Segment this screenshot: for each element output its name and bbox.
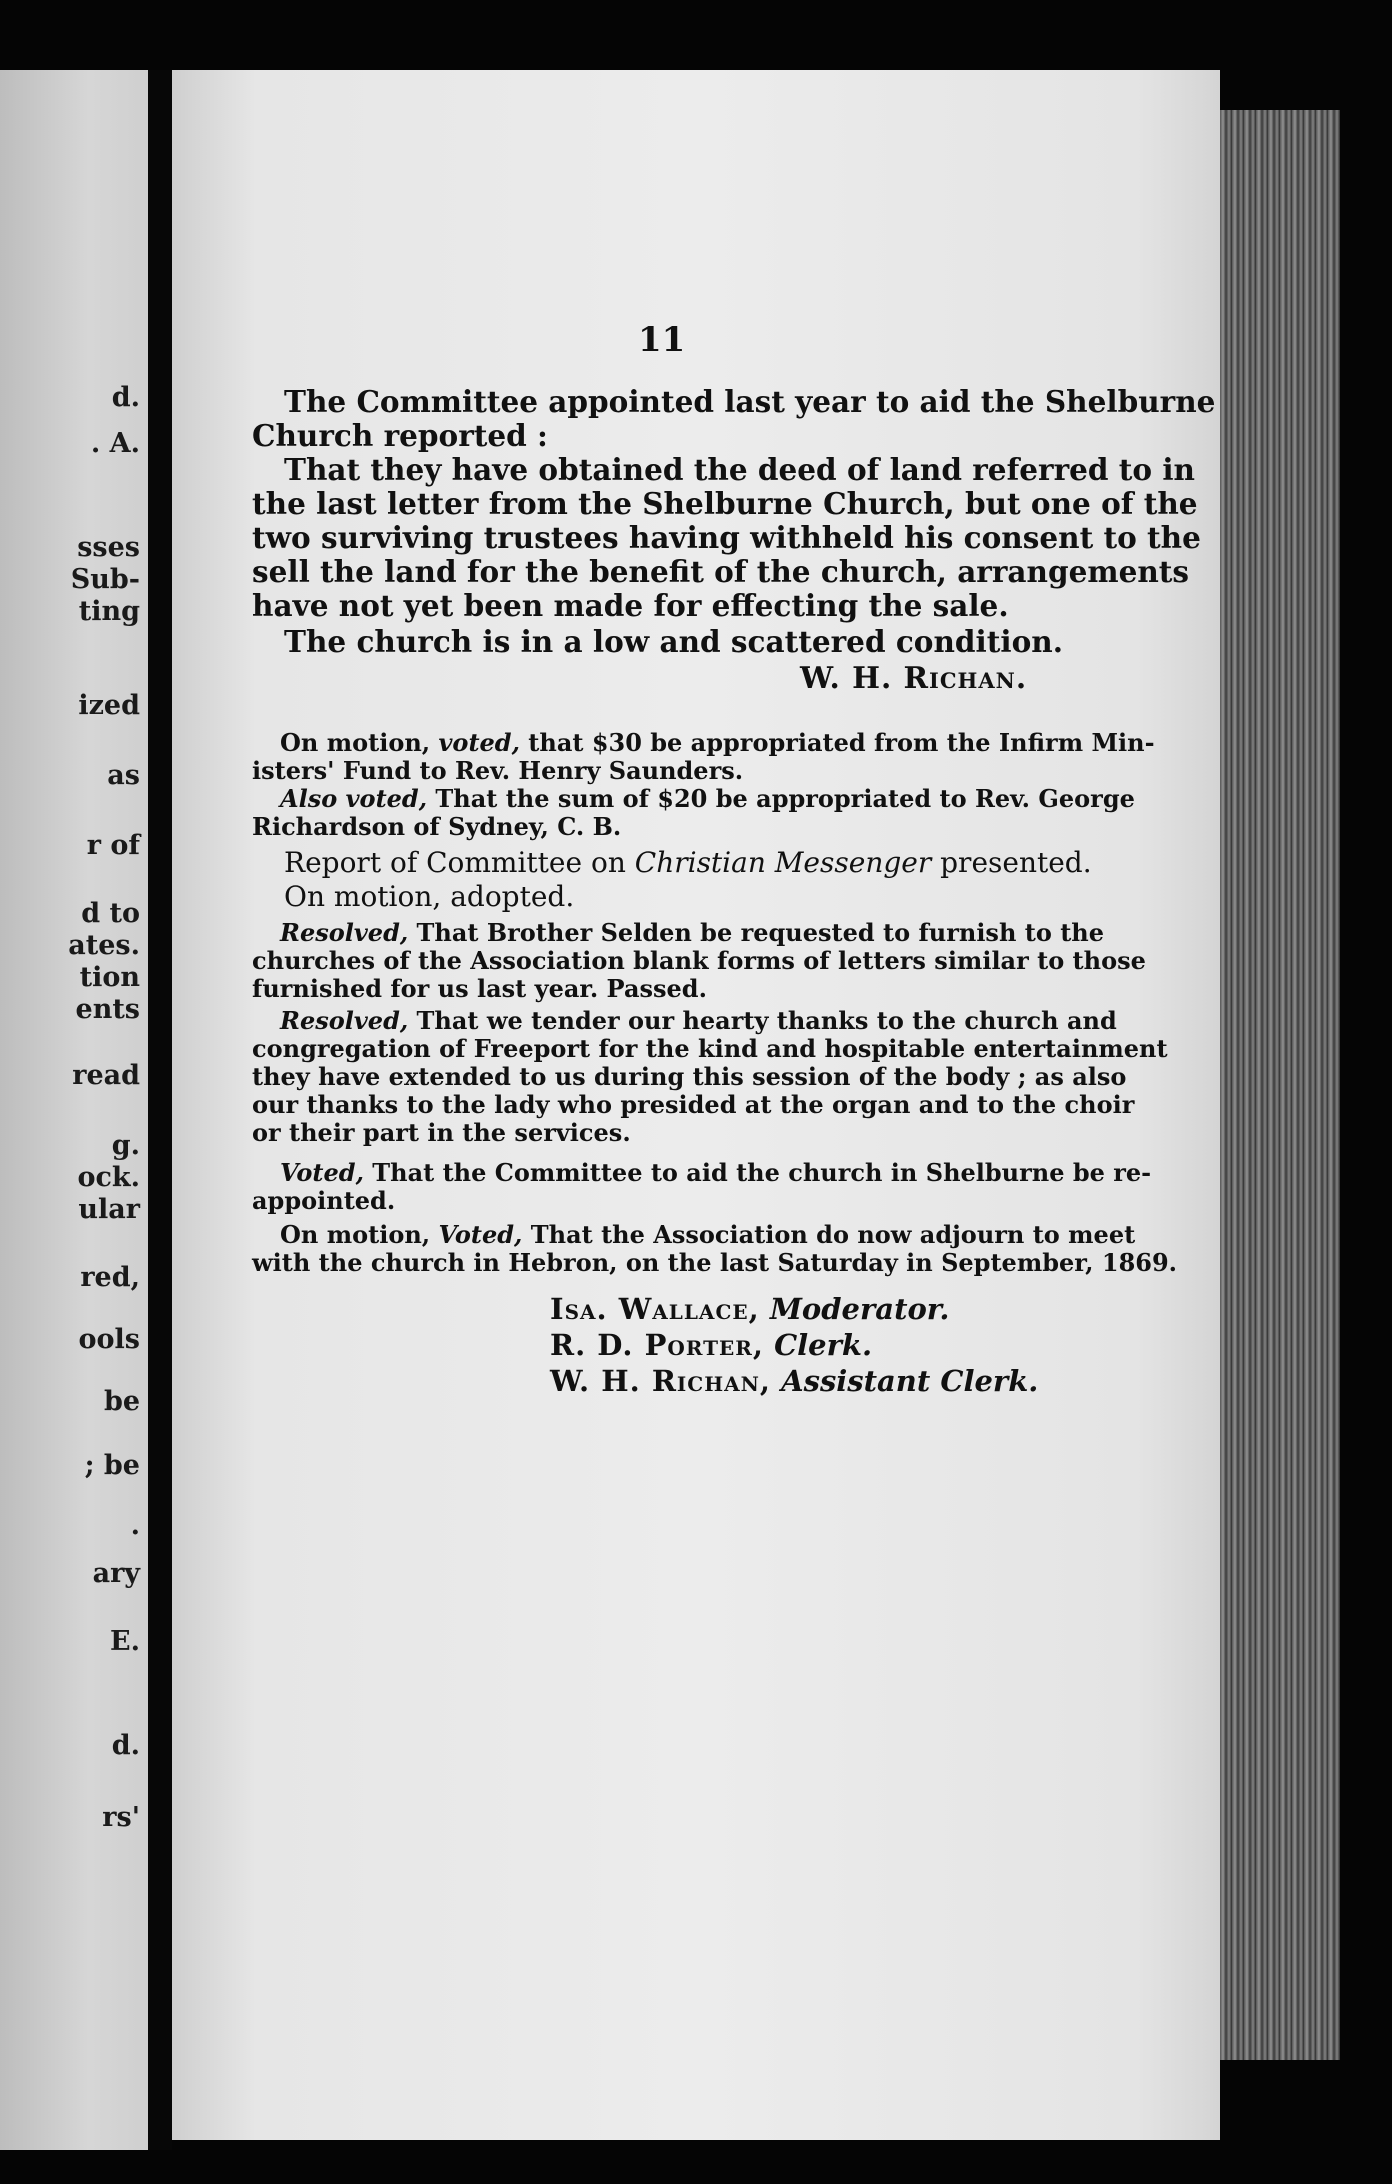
left-fragment: sses (77, 532, 140, 563)
text-line: sell the land for the benefit of the church, arrangements (252, 554, 1190, 589)
left-fragment: E. (110, 1626, 140, 1657)
left-fragment: . A. (90, 428, 140, 459)
left-fragment: ents (75, 994, 140, 1025)
text-span: that $30 be appropriated from the Infirm Min- (519, 728, 1155, 757)
text-line (284, 846, 1184, 879)
left-fragment: d. (111, 1730, 140, 1761)
left-fragment: ates. (68, 930, 140, 961)
text-line: appointed. (252, 1186, 396, 1215)
left-page-strip (0, 70, 148, 2150)
text-span: Report of Committee on (284, 846, 635, 879)
text-span: On motion, (280, 728, 439, 757)
text-span: That Brother Selden be requested to furnish to the (408, 918, 1105, 947)
left-fragment: rs' (102, 1802, 140, 1833)
text-line (280, 1006, 1180, 1035)
left-fragment: d. (111, 382, 140, 413)
left-fragment: ; be (84, 1450, 140, 1481)
text-span: That the Committee to aid the church in Shelburne be re- (363, 1158, 1152, 1187)
text-span: That we tender our hearty thanks to the church and (408, 1006, 1117, 1035)
text-line: with the church in Hebron, on the last Saturday in September, 1869. (252, 1248, 1178, 1277)
left-fragment: ular (78, 1194, 140, 1225)
left-fragment: . (130, 1510, 140, 1541)
italic-span: Resolved, (280, 918, 409, 947)
text-line: The Committee appointed last year to aid the Shelburne (284, 384, 1216, 419)
italic-span: Resolved, (280, 1006, 409, 1035)
left-fragment: read (72, 1060, 140, 1091)
left-fragment: g. (111, 1130, 140, 1161)
left-fragment: r of (86, 830, 140, 861)
text-line: the last letter from the Shelburne Church, but one of the (252, 486, 1198, 521)
signature: W. H. Richan. (800, 660, 1028, 695)
page-number: 11 (638, 320, 686, 360)
left-fragment: ized (78, 690, 140, 721)
left-fragment: ting (78, 596, 140, 627)
text-line (280, 918, 1180, 947)
left-fragment: be (103, 1386, 140, 1417)
text-line: The church is in a low and scattered condition. (284, 624, 1063, 659)
signatory-name: Isa. Wallace, (550, 1292, 760, 1326)
left-fragment: tion (79, 962, 140, 993)
page (172, 70, 1220, 2140)
text-span: That the sum of $20 be appropriated to Rev. George (427, 784, 1135, 813)
text-line (280, 1220, 1180, 1249)
text-line: our thanks to the lady who presided at the organ and to the choir (252, 1090, 1135, 1119)
signatory-role: Moderator. (769, 1292, 950, 1326)
italic-span: Also voted, (280, 784, 428, 813)
text-line: Richardson of Sydney, C. B. (252, 812, 622, 841)
italic-span: Christian Messenger (634, 846, 932, 879)
text-line: they have extended to us during this session of the body ; as also (252, 1062, 1127, 1091)
signatory-role: Clerk. (774, 1328, 873, 1362)
text-line (280, 784, 1180, 813)
text-line: That they have obtained the deed of land referred to in (284, 452, 1195, 487)
text-span: That the Association do now adjourn to meet (522, 1220, 1136, 1249)
text-line (280, 1158, 1180, 1187)
left-fragment: as (107, 760, 140, 791)
text-span: On motion, (280, 1220, 439, 1249)
left-fragment: red, (80, 1262, 140, 1293)
text-span: presented. (931, 846, 1092, 879)
text-line (280, 728, 1180, 757)
signatory-name: R. D. Porter, (550, 1328, 764, 1362)
left-fragment: d to (81, 898, 140, 929)
text-line: churches of the Association blank forms of letters similar to those (252, 946, 1146, 975)
left-fragment: Sub- (70, 564, 140, 595)
left-fragment: ools (78, 1324, 140, 1355)
text-line: or their part in the services. (252, 1118, 631, 1147)
left-fragment: ary (92, 1558, 140, 1589)
signatory-role: Assistant Clerk. (781, 1364, 1039, 1398)
left-fragment: ock. (77, 1162, 140, 1193)
italic-span: Voted, (280, 1158, 364, 1187)
book-gutter (148, 70, 172, 2150)
text-line: two surviving trustees having withheld his consent to the (252, 520, 1201, 555)
text-line: congregation of Freeport for the kind and hospitable entertainment (252, 1034, 1168, 1063)
text-line: have not yet been made for effecting the sale. (252, 588, 1009, 623)
italic-span: Voted, (438, 1220, 523, 1249)
italic-span: voted, (438, 728, 520, 757)
text-line: Church reported : (252, 418, 548, 453)
text-line: isters' Fund to Rev. Henry Saunders. (252, 756, 744, 785)
text-line: On motion, adopted. (284, 880, 575, 913)
text-line: furnished for us last year. Passed. (252, 974, 707, 1003)
page-edges (1220, 110, 1340, 2060)
signatory-name: W. H. Richan, (550, 1364, 772, 1398)
